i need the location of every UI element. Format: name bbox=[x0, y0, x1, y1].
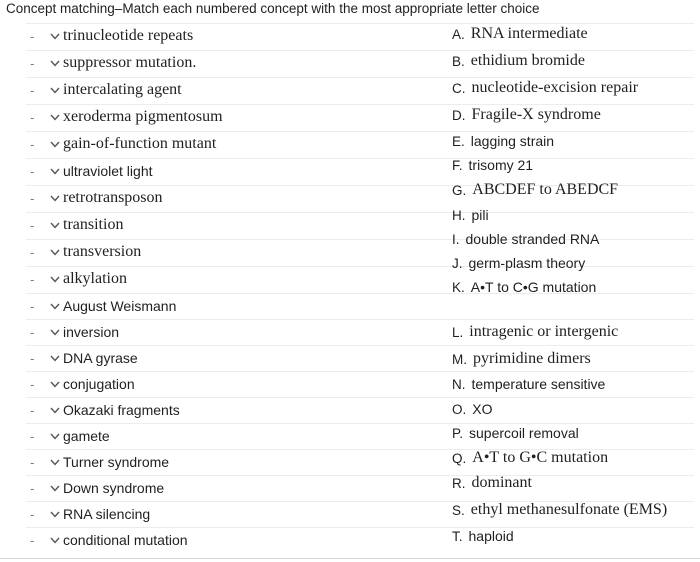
choice-item bbox=[452, 103, 601, 127]
concept-label: alkylation bbox=[63, 270, 127, 287]
choice-text: XO bbox=[472, 401, 493, 417]
choice-text: pyrimidine dimers bbox=[473, 350, 591, 367]
answer-dropdown[interactable] bbox=[50, 298, 176, 314]
choice-letter: Q. bbox=[452, 450, 467, 466]
choice-item bbox=[452, 251, 585, 275]
chevron-down-icon bbox=[50, 114, 60, 121]
answer-dropdown[interactable] bbox=[50, 189, 163, 207]
chevron-down-icon bbox=[50, 87, 60, 94]
answer-dropdown[interactable] bbox=[50, 454, 169, 470]
answer-dash: - bbox=[30, 109, 35, 125]
answer-dash: - bbox=[30, 454, 35, 470]
choice-item bbox=[452, 129, 554, 153]
answer-dropdown[interactable] bbox=[50, 81, 182, 99]
answer-dropdown[interactable] bbox=[50, 480, 164, 496]
choice-letter: D. bbox=[452, 107, 466, 123]
answer-dash: - bbox=[30, 244, 35, 260]
concept-row bbox=[30, 186, 163, 210]
bottom-divider bbox=[0, 558, 700, 559]
choice-letter: R. bbox=[452, 475, 466, 491]
chevron-down-icon bbox=[50, 141, 60, 148]
choice-text: A•T to G•C mutation bbox=[472, 449, 609, 466]
concept-label: Down syndrome bbox=[63, 480, 165, 496]
choice-letter: N. bbox=[452, 376, 466, 392]
concept-label: transversion bbox=[63, 243, 142, 260]
concept-label: inversion bbox=[63, 324, 120, 340]
choice-item bbox=[452, 275, 596, 299]
concept-row bbox=[30, 424, 110, 448]
concept-label: Okazaki fragments bbox=[63, 402, 180, 418]
answer-dash: - bbox=[30, 402, 35, 418]
concept-label: RNA silencing bbox=[63, 506, 151, 522]
answer-dropdown[interactable] bbox=[50, 270, 127, 288]
choice-letter: B. bbox=[452, 53, 465, 69]
row-divider bbox=[26, 423, 694, 424]
choice-letter: E. bbox=[452, 133, 465, 149]
choice-letter: F. bbox=[452, 157, 463, 173]
concept-row bbox=[30, 267, 127, 291]
choice-item bbox=[452, 320, 618, 344]
concept-row bbox=[30, 105, 223, 129]
chevron-down-icon bbox=[50, 276, 60, 283]
answer-dash: - bbox=[30, 428, 35, 444]
choice-item bbox=[452, 397, 493, 421]
concept-label: DNA gyrase bbox=[63, 350, 138, 366]
concept-row bbox=[30, 159, 153, 183]
choice-item bbox=[452, 76, 638, 100]
choice-letter: K. bbox=[452, 279, 465, 295]
row-divider bbox=[26, 212, 694, 213]
answer-dash: - bbox=[30, 506, 35, 522]
answer-dropdown[interactable] bbox=[50, 324, 119, 340]
answer-dash: - bbox=[30, 163, 35, 179]
chevron-down-icon bbox=[50, 511, 60, 518]
concept-row bbox=[30, 398, 180, 422]
concept-row bbox=[30, 372, 135, 396]
concept-label: xeroderma pigmentosum bbox=[63, 108, 223, 125]
concept-row bbox=[30, 51, 196, 75]
choice-text: ethidium bromide bbox=[470, 52, 585, 69]
choice-text: germ-plasm theory bbox=[468, 255, 586, 271]
concept-label: intercalating agent bbox=[63, 81, 182, 98]
choice-item bbox=[452, 203, 489, 227]
answer-dash: - bbox=[30, 82, 35, 98]
choice-letter: L. bbox=[452, 324, 464, 340]
answer-dropdown[interactable] bbox=[50, 163, 153, 179]
concept-label: gamete bbox=[63, 428, 110, 444]
choice-item bbox=[452, 22, 588, 46]
concept-row bbox=[30, 213, 123, 237]
choice-text: ethyl methanesulfonate (EMS) bbox=[470, 501, 668, 518]
chevron-down-icon bbox=[50, 329, 60, 336]
concept-row bbox=[30, 450, 169, 474]
answer-dash: - bbox=[30, 324, 35, 340]
concept-row bbox=[30, 502, 150, 526]
answer-dash: - bbox=[30, 136, 35, 152]
choice-text: Fragile-X syndrome bbox=[471, 106, 601, 123]
answer-dropdown[interactable] bbox=[50, 216, 123, 234]
chevron-down-icon bbox=[50, 537, 60, 544]
choice-text: intragenic or intergenic bbox=[469, 323, 619, 340]
choice-item bbox=[452, 446, 608, 470]
choice-text: ABCDEF to ABEDCF bbox=[472, 181, 619, 198]
choice-text: nucleotide-excision repair bbox=[471, 79, 639, 96]
answer-dash: - bbox=[30, 217, 35, 233]
choice-item bbox=[452, 178, 618, 202]
chevron-down-icon bbox=[50, 249, 60, 256]
answer-dropdown[interactable] bbox=[50, 108, 223, 126]
choice-letter: T. bbox=[452, 528, 463, 544]
answer-dropdown[interactable] bbox=[50, 27, 193, 45]
chevron-down-icon bbox=[50, 355, 60, 362]
chevron-down-icon bbox=[50, 407, 60, 414]
answer-dropdown[interactable] bbox=[50, 376, 135, 392]
chevron-down-icon bbox=[50, 303, 60, 310]
choice-text: pili bbox=[471, 207, 489, 223]
answer-dropdown[interactable] bbox=[50, 54, 196, 72]
choice-text: lagging strain bbox=[470, 133, 555, 149]
chevron-down-icon bbox=[50, 381, 60, 388]
concept-label: gain-of-function mutant bbox=[63, 135, 217, 152]
concept-row bbox=[30, 24, 193, 48]
answer-dash: - bbox=[30, 271, 35, 287]
answer-dropdown[interactable] bbox=[50, 428, 110, 444]
answer-dropdown[interactable] bbox=[50, 135, 216, 153]
chevron-down-icon bbox=[50, 459, 60, 466]
chevron-down-icon bbox=[50, 60, 60, 67]
choice-item bbox=[452, 153, 533, 177]
choice-letter: S. bbox=[452, 502, 465, 518]
page-title: Concept matching–Match each numbered concept with the most appropriate letter choice bbox=[6, 1, 540, 16]
concept-label: suppressor mutation. bbox=[63, 54, 197, 71]
concept-row bbox=[30, 78, 182, 102]
choice-item bbox=[452, 498, 667, 522]
choice-text: trisomy 21 bbox=[468, 157, 534, 173]
concept-row bbox=[30, 528, 188, 552]
choice-letter: P. bbox=[452, 425, 464, 441]
concept-label: Turner syndrome bbox=[63, 454, 170, 470]
choice-text: A•T to C•G mutation bbox=[470, 279, 597, 295]
choice-letter: G. bbox=[452, 182, 467, 198]
choice-text: dominant bbox=[471, 474, 532, 491]
concept-label: conjugation bbox=[63, 376, 135, 392]
choice-letter: I. bbox=[452, 231, 460, 247]
answer-dropdown[interactable] bbox=[50, 506, 150, 522]
choice-item bbox=[452, 372, 605, 396]
chevron-down-icon bbox=[50, 33, 60, 40]
concept-label: ultraviolet light bbox=[63, 163, 153, 179]
choice-item bbox=[452, 49, 585, 73]
concept-label: trinucleotide repeats bbox=[63, 27, 194, 44]
choice-text: RNA intermediate bbox=[470, 25, 588, 42]
choice-item bbox=[452, 471, 532, 495]
concept-label: August Weismann bbox=[63, 298, 177, 314]
choice-text: supercoil removal bbox=[469, 425, 579, 441]
answer-dropdown[interactable] bbox=[50, 350, 138, 366]
choice-text: double stranded RNA bbox=[465, 231, 600, 247]
choice-letter: J. bbox=[452, 255, 463, 271]
answer-dash: - bbox=[30, 376, 35, 392]
chevron-down-icon bbox=[50, 222, 60, 229]
choice-item bbox=[452, 524, 514, 548]
concept-row bbox=[30, 320, 119, 344]
choice-letter: C. bbox=[452, 80, 466, 96]
answer-dash: - bbox=[30, 480, 35, 496]
choice-text: temperature sensitive bbox=[471, 376, 606, 392]
answer-dash: - bbox=[30, 532, 35, 548]
choice-text: haploid bbox=[468, 528, 514, 544]
concept-row bbox=[30, 476, 164, 500]
choice-item bbox=[452, 421, 579, 445]
concept-label: retrotransposon bbox=[63, 189, 163, 206]
choice-item bbox=[452, 347, 591, 371]
answer-dash: - bbox=[30, 190, 35, 206]
choice-letter: H. bbox=[452, 207, 466, 223]
concept-row bbox=[30, 240, 141, 264]
chevron-down-icon bbox=[50, 195, 60, 202]
choice-letter: O. bbox=[452, 401, 467, 417]
chevron-down-icon bbox=[50, 485, 60, 492]
concept-row bbox=[30, 346, 138, 370]
concept-row bbox=[30, 132, 216, 156]
concept-label: transition bbox=[63, 216, 124, 233]
answer-dash: - bbox=[30, 28, 35, 44]
choice-letter: M. bbox=[452, 351, 467, 367]
chevron-down-icon bbox=[50, 433, 60, 440]
concept-label: conditional mutation bbox=[63, 532, 188, 548]
choice-item bbox=[452, 227, 599, 251]
concept-row bbox=[30, 294, 176, 318]
choice-letter: A. bbox=[452, 26, 465, 42]
answer-dash: - bbox=[30, 298, 35, 314]
answer-dropdown[interactable] bbox=[50, 243, 141, 261]
answer-dash: - bbox=[30, 55, 35, 71]
answer-dash: - bbox=[30, 350, 35, 366]
chevron-down-icon bbox=[50, 168, 60, 175]
answer-dropdown[interactable] bbox=[50, 532, 188, 548]
answer-dropdown[interactable] bbox=[50, 402, 180, 418]
